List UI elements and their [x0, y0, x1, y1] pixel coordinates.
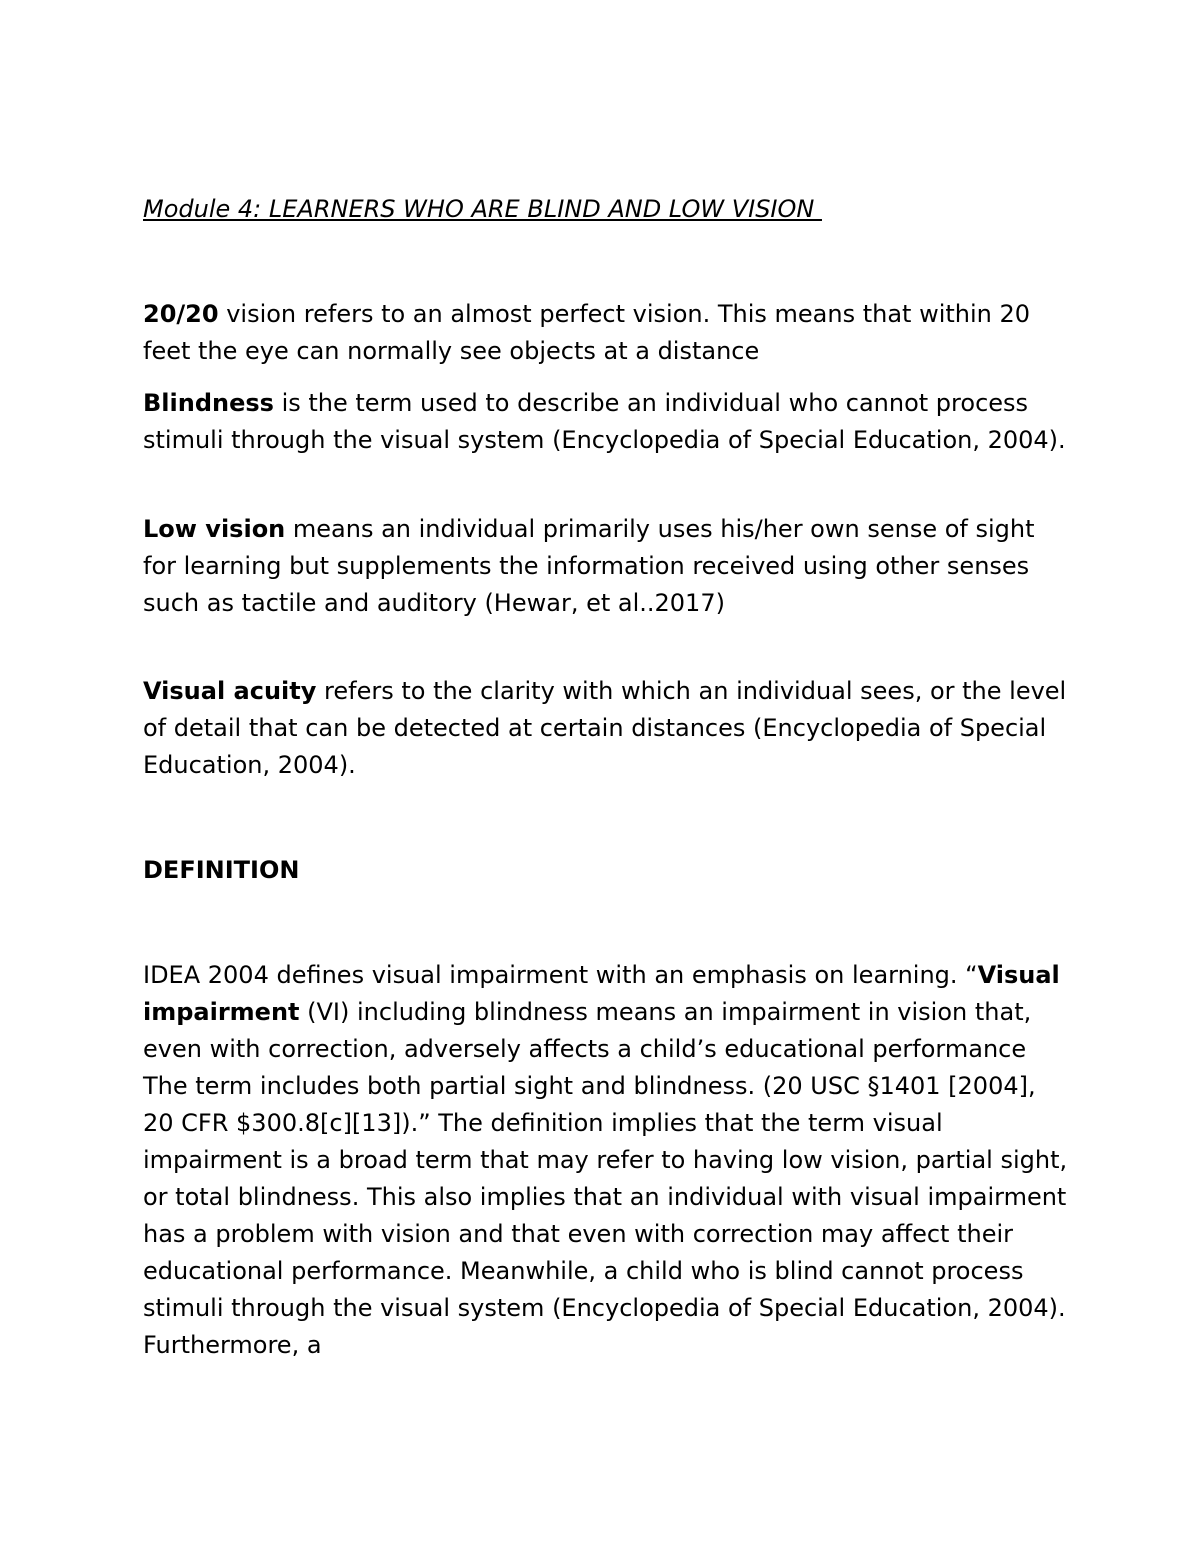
- paragraph-text: vision refers to an almost perfect vision. This means that within 20 feet the eye can normally see objects at a distance: [143, 300, 1031, 365]
- term-blindness: Blindness: [143, 389, 274, 417]
- paragraph-low-vision: [143, 511, 1073, 622]
- term-visual-impairment: Visual impairment: [143, 961, 1060, 1026]
- term-visual-acuity: Visual acuity: [143, 677, 317, 705]
- paragraph-visual-acuity: [143, 673, 1073, 784]
- term-low-vision: Low vision: [143, 515, 286, 543]
- section-heading-definition: DEFINITION: [143, 856, 300, 884]
- paragraph-definition: [143, 957, 1073, 1364]
- definition-intro: IDEA 2004 defines visual impairment with an emphasis on learning. “: [143, 961, 978, 989]
- paragraph-text: refers to the clarity with which an individual sees, or the level of detail that can be detected at certain distances (Encyclopedia of Special Education, 2004).: [143, 677, 1067, 779]
- paragraph-text: is the term used to describe an individual who cannot process stimuli through the visual system (Encyclopedia of Special Education, 2004).: [143, 389, 1066, 454]
- term-2020: 20/20: [143, 300, 219, 328]
- paragraph-blindness: [143, 385, 1073, 459]
- paragraph-2020-vision: [143, 296, 1073, 370]
- paragraph-text: means an individual primarily uses his/her own sense of sight for learning but supplements the information received using other senses such as tactile and auditory (Hewar, et al..2017): [143, 515, 1035, 617]
- definition-body: (VI) including blindness means an impairment in vision that, even with correction, adversely affects a child’s educational performance The term includes both partial sight and blindness. (20 USC §1401 [2004], 20 CFR $300.8[c][13]).” The definition implies that the term visual impairment is a broad term that may refer to having low vision, partial sight, or total blindness. This also implies that an individual with visual impairment has a problem with vision and that even with correction may affect their educational performance. Meanwhile, a child who is blind cannot process stimuli through the visual system (Encyclopedia of Special Education, 2004). Furthermore, a: [143, 998, 1068, 1359]
- module-title: Module 4: LEARNERS WHO ARE BLIND AND LOW VISION: [143, 195, 822, 223]
